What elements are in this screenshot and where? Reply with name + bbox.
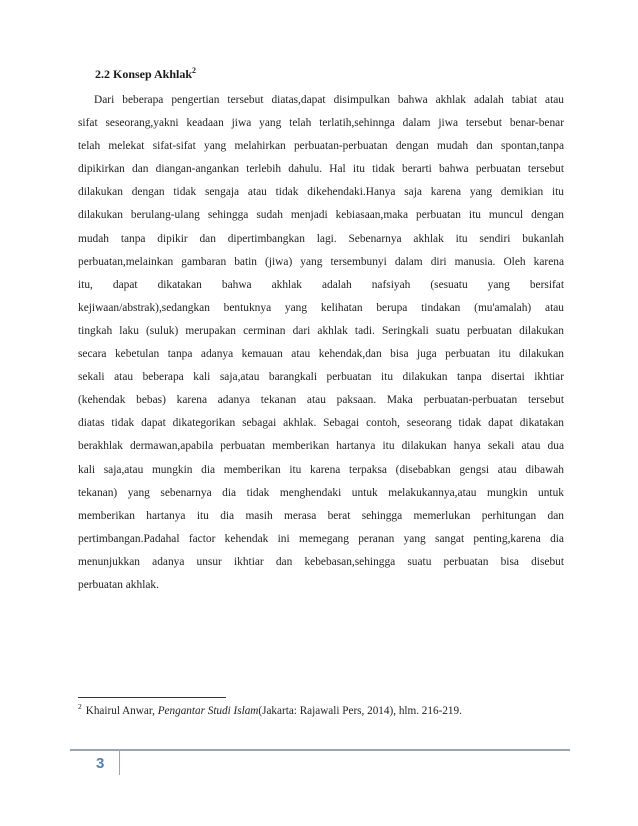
footnote-publication: (Jakarta: Rajawali Pers, 2014), hlm. 216-219.: [258, 705, 462, 717]
section-heading: [95, 67, 196, 82]
paragraph-line: dipikirkan dan diangan-angankan terlebih dahulu. Hal itu tidak berarti bahwa perbuatan tersebut: [78, 163, 564, 176]
paragraph-line: tekanan) yang sebenarnya dia tidak menghendaki untuk melakukannya,atau mungkin untuk: [78, 486, 564, 499]
footnote-author: Khairul Anwar,: [85, 705, 158, 717]
paragraph-line: berakhlak dermawan,apabila perbuatan memberikan hartanya itu dilakukan hanya sekali atau dua: [78, 440, 564, 453]
paragraph-line: menunjukkan adanya unsur ikhtiar dan kebebasan,sehingga suatu perbuatan bisa disebut: [78, 555, 564, 568]
paragraph-line: sifat seseorang,yakni keadaan jiwa yang telah terlatih,sehinnga dalam jiwa tersebut benar-benar: [78, 117, 564, 130]
footer-divider: [119, 751, 120, 775]
paragraph-line: memberikan hartanya itu dia masih merasa berat sehingga memerlukan perhitungan dan: [78, 509, 564, 522]
paragraph-line: sekali atau beberapa kali saja,atau barangkali perbuatan itu dilakukan tanpa disertai ikhtiar: [78, 371, 564, 384]
paragraph-line: telah melekat sifat-sifat yang melahirkan perbuatan-perbuatan dengan mudah dan spontan,tanpa: [78, 140, 564, 153]
paragraph-line: Dari beberapa pengertian tersebut diatas,dapat disimpulkan bahwa akhlak adalah tabiat atau: [94, 94, 564, 106]
footnote: [78, 702, 462, 717]
footnote-number: 2: [78, 702, 82, 712]
paragraph-line: dilakukan dengan tidak sengaja atau tidak dikehendaki.Hanya saja karena yang demikian itu: [78, 186, 564, 199]
footer-rule: [70, 749, 570, 751]
page-number: 3: [96, 755, 105, 772]
heading-footnote-ref: 2: [192, 66, 197, 75]
paragraph-line: perbuatan,melainkan gambaran batin (jiwa) yang tersembunyi dalam diri manusia. Oleh karena: [78, 255, 564, 268]
paragraph-line: mudah tanpa dipikir dan dipertimbangkan lagi. Sebenarnya akhlak itu sendiri bukanlah: [78, 232, 564, 245]
paragraph-line: dilakukan berulang-ulang sehingga sudah menjadi kebiasaan,maka perbuatan itu muncul dengan: [78, 209, 564, 222]
paragraph-line: kejiwaan/abstrak),sedangkan bentuknya yang kelihatan berupa tindakan (mu'amalah) atau: [78, 301, 564, 314]
body-paragraph: [78, 89, 564, 597]
section-heading-text: 2.2 Konsep Akhlak: [95, 67, 193, 81]
paragraph-line: tingkah laku (suluk) merupakan cerminan dari akhlak tadi. Seringkali suatu perbuatan dilakukan: [78, 324, 564, 337]
footnote-separator: [78, 697, 226, 698]
footnote-book-title: Pengantar Studi Islam: [157, 705, 259, 717]
paragraph-line: (kehendak bebas) karena adanya tekanan atau paksaan. Maka perbuatan-perbuatan tersebut: [78, 394, 564, 407]
paragraph-line: kali saja,atau mungkin dia memberikan itu karena terpaksa (disebabkan gengsi atau dibawah: [78, 463, 564, 476]
paragraph-line: itu, dapat dikatakan bahwa akhlak adalah nafsiyah (sesuatu yang bersifat: [78, 278, 564, 291]
paragraph-line: pertimbangan.Padahal factor kehendak ini memegang peranan yang sangat penting,karena dia: [78, 532, 564, 545]
paragraph-line: secara kebetulan tanpa adanya kemauan atau kehendak,dan bisa juga perbuatan itu dilakukan: [78, 348, 564, 361]
paragraph-line: perbuatan akhlak.: [78, 578, 159, 591]
paragraph-line: diatas tidak dapat dikategorikan sebagai akhlak. Sebagai contoh, seseorang tidak dapat dikatakan: [78, 417, 564, 430]
